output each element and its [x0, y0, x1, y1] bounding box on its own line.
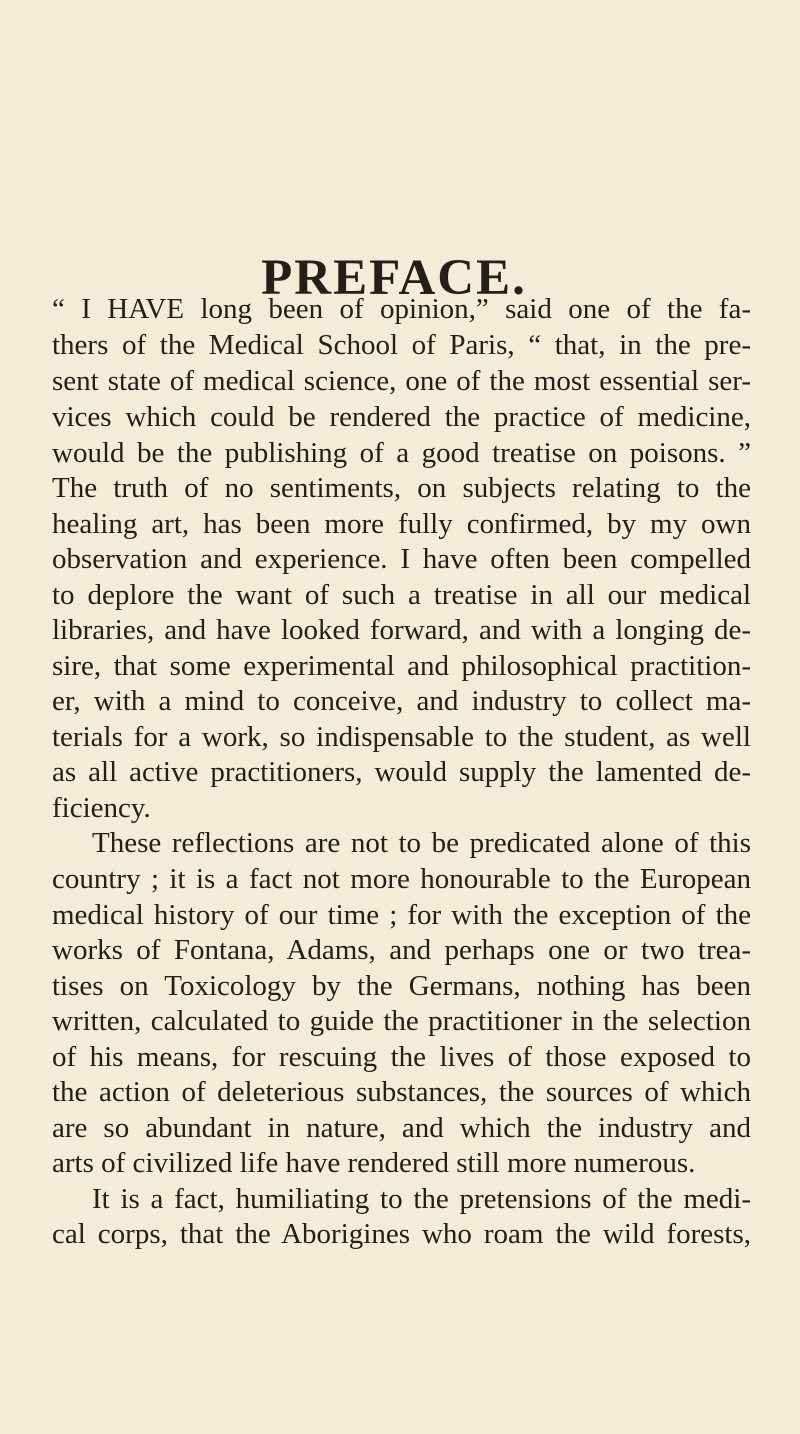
text-line: vices which could be rendered the practice of medicine, — [52, 401, 751, 433]
text-line: of his means, for rescuing the lives of those exposed to — [52, 1041, 751, 1073]
text-line: would be the publishing of a good treatise on poisons. ” — [52, 437, 751, 469]
text-line: medical history of our time ; for with the exception of the — [52, 899, 751, 931]
text-line: country ; it is a fact not more honourable to the European — [52, 863, 751, 895]
text-line: thers of the Medical School of Paris, “ that, in the pre- — [52, 329, 751, 361]
text-line: sire, that some experimental and philosophical practition- — [52, 650, 751, 682]
text-line: It is a fact, humiliating to the pretensions of the medi- — [92, 1183, 751, 1215]
text-line: as all active practitioners, would supply the lamented de- — [52, 756, 751, 788]
text-line: er, with a mind to conceive, and industry to collect ma- — [52, 685, 751, 717]
text-line: arts of civilized life have rendered still more numerous. — [52, 1147, 696, 1179]
text-line: observation and experience. I have often been compelled — [52, 543, 751, 575]
text-line: The truth of no sentiments, on subjects relating to the — [52, 472, 751, 504]
text-line: to deplore the want of such a treatise in all our medical — [52, 579, 751, 611]
text-line: libraries, and have looked forward, and with a longing de- — [52, 614, 751, 646]
text-line: sent state of medical science, one of the most essential ser- — [52, 365, 751, 397]
text-line: tises on Toxicology by the Germans, nothing has been — [52, 970, 751, 1002]
text-line: cal corps, that the Aborigines who roam the wild forests, — [52, 1218, 751, 1250]
text-line: healing art, has been more fully confirmed, by my own — [52, 508, 751, 540]
text-line: are so abundant in nature, and which the industry and — [52, 1112, 751, 1144]
text-line: ficiency. — [52, 792, 151, 824]
text-line: written, calculated to guide the practitioner in the selection — [52, 1005, 751, 1037]
text-line: terials for a work, so indispensable to the student, as well — [52, 721, 751, 753]
text-line: the action of deleterious substances, the sources of which — [52, 1076, 751, 1108]
text-line: These reflections are not to be predicated alone of this — [92, 827, 751, 859]
text-line: “ I HAVE long been of opinion,” said one of the fa- — [52, 293, 751, 325]
text-line: works of Fontana, Adams, and perhaps one or two trea- — [52, 934, 751, 966]
page-title: PREFACE. — [261, 250, 527, 306]
